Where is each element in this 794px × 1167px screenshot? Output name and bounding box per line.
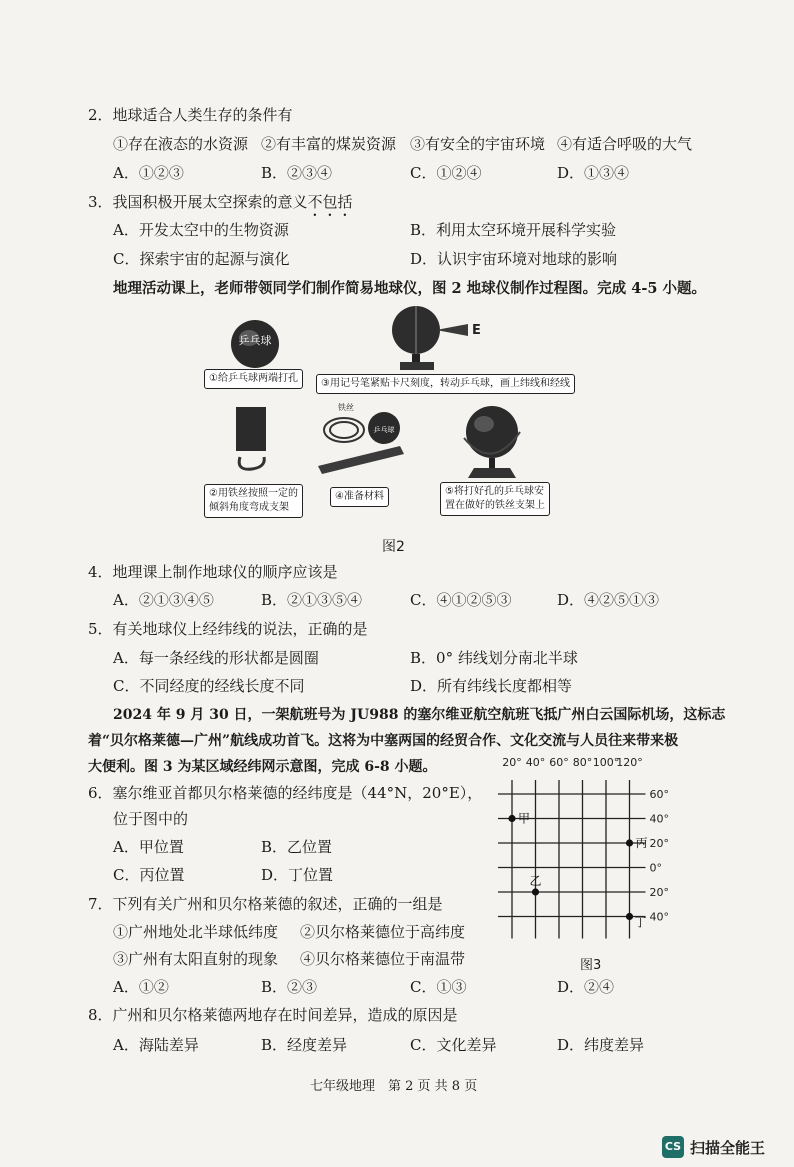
step-4-caption: ④准备材料 <box>330 487 389 507</box>
latitude-label: 20° <box>649 886 669 899</box>
q4-option-a: A．②①③④⑤ <box>113 591 214 609</box>
q8-option-b: B．经度差异 <box>261 1036 348 1054</box>
q6-option-d: D．丁位置 <box>261 866 334 884</box>
latitude-label: 40° <box>649 910 669 924</box>
latitude-label: 20° <box>649 837 669 850</box>
latitude-label: 60° <box>649 788 669 801</box>
step-5-caption-line-1: ⑤将打好孔的乒乓球安 <box>445 486 544 497</box>
step-2-caption <box>204 484 303 518</box>
passage-line-2: 着“贝尔格莱德—广州”航线成功首飞。这将为中塞两国的经贸合作、文化交流与人员往来带来极 <box>88 733 679 749</box>
q7-item-1: ①广州地处北半球低纬度 <box>113 923 279 941</box>
q7-option-c: C．①③ <box>410 978 467 996</box>
q2-item-3: ③有安全的宇宙环境 <box>410 135 546 153</box>
figure-2-caption: 图2 <box>382 539 405 555</box>
globe-drawing-illustration <box>388 302 488 374</box>
latitude-label: 40° <box>649 812 669 826</box>
q2-option-b: B．②③④ <box>261 164 333 182</box>
q8-stem: 8．广州和贝尔格莱德两地存在时间差异，造成的原因是 <box>88 1006 458 1024</box>
svg-text:Е: Е <box>472 323 481 338</box>
q6-option-b: B．乙位置 <box>261 838 333 856</box>
q7-stem: 7．下列有关广州和贝尔格莱德的叙述，正确的一组是 <box>88 895 443 913</box>
q6-stem: 6．塞尔维亚首都贝尔格莱德的经纬度是（44°N，20°E）， <box>88 784 483 802</box>
scanner-logo-icon: CS <box>662 1136 684 1158</box>
longitude-label: 40° <box>525 756 546 769</box>
figure-3-grid <box>490 752 720 977</box>
q8-option-c: C．文化差异 <box>410 1036 497 1054</box>
q3-option-a: A．开发太空中的生物资源 <box>113 221 289 239</box>
q7-item-2: ②贝尔格莱德位于高纬度 <box>300 923 466 941</box>
q2-option-a: A．①②③ <box>113 164 184 182</box>
ping-pong-ball-illustration <box>225 310 285 370</box>
q7-item-4: ④贝尔格莱德位于南温带 <box>300 950 466 968</box>
q3-option-d: D．认识宇宙环境对地球的影响 <box>410 250 618 268</box>
passage-line-1: 2024 年 9 月 30 日，一架航班号为 JU988 的塞尔维亚航空航班飞抵广州白云国际机场，这标志 <box>113 707 726 723</box>
q4-option-c: C．④①②⑤③ <box>410 591 512 609</box>
location-point <box>508 815 515 822</box>
passage-line-3: 大便利。图 3 为某区域经纬网示意图，完成 6-8 小题。 <box>88 759 437 775</box>
q2-stem: 2．地球适合人类生存的条件有 <box>88 106 293 124</box>
q7-option-a: A．①② <box>113 978 169 996</box>
q6-option-a: A．甲位置 <box>113 838 184 856</box>
step-2-caption-line-2: 倾斜角度弯成支架 <box>209 502 289 513</box>
q6-stem-2: 位于图中的 <box>113 810 189 828</box>
q3-stem <box>88 191 353 220</box>
q3-option-c: C．探索宇宙的起源与演化 <box>113 250 290 268</box>
q5-option-b: B．0° 纬线划分南北半球 <box>410 649 578 667</box>
step-3-caption: ③用记号笔紧贴卡尺刻度，转动乒乓球，画上纬线和经线 <box>316 374 575 394</box>
scanner-watermark-text: 扫描全能王 <box>690 1139 766 1157</box>
page-footer: 七年级地理 第 2 页 共 8 页 <box>310 1079 478 1094</box>
longitude-label: 120° <box>616 756 643 769</box>
longitude-label: 100° <box>592 756 620 769</box>
q6-option-c: C．丙位置 <box>113 866 185 884</box>
q5-option-a: A．每一条经线的形状都是圆圈 <box>113 649 319 667</box>
step-5-caption-line-2: 置在做好的铁丝支架上 <box>445 500 545 511</box>
step-5-caption <box>440 482 550 516</box>
longitude-label: 80° <box>572 756 593 769</box>
location-label: 丁 <box>634 915 647 930</box>
finished-globe-illustration <box>458 402 528 480</box>
q2-option-d: D．①③④ <box>557 164 630 182</box>
q5-option-c: C．不同经度的经线长度不同 <box>113 677 305 695</box>
wire-text: 铁丝 <box>338 403 354 412</box>
longitude-label: 60° <box>549 756 569 769</box>
location-point <box>626 913 633 920</box>
step-1-caption: ①给乒乓球两端打孔 <box>204 369 303 389</box>
q4-option-b: B．②①③⑤④ <box>261 591 363 609</box>
q2-item-1: ①存在液态的水资源 <box>113 135 249 153</box>
location-point <box>532 888 539 895</box>
longitude-label: 20° <box>502 756 522 769</box>
q8-option-a: A．海陆差异 <box>113 1036 199 1054</box>
small-ball-text: 乒乓球 <box>373 426 395 434</box>
q2-item-4: ④有适合呼吸的大气 <box>557 135 693 153</box>
location-point <box>626 839 633 846</box>
q5-stem: 5．有关地球仪上经纬线的说法，正确的是 <box>88 620 368 638</box>
location-label: 乙 <box>529 874 542 888</box>
q2-item-2: ②有丰富的煤炭资源 <box>261 135 397 153</box>
q4-option-d: D．④②⑤①③ <box>557 591 660 609</box>
q7-item-3: ③广州有太阳直射的现象 <box>113 950 279 968</box>
materials-illustration <box>316 402 416 482</box>
q8-option-d: D．纬度差异 <box>557 1036 645 1054</box>
latitude-label: 0° <box>649 861 662 875</box>
q2-option-c: C．①②④ <box>410 164 482 182</box>
ball-text: 乒乓球 <box>238 334 272 347</box>
q7-option-b: B．②③ <box>261 978 318 996</box>
activity-intro: 地理活动课上，老师带领同学们制作简易地球仪，图 2 地球仪制作过程图。完成 4-5 小题。 <box>113 280 706 297</box>
q7-option-d: D．②④ <box>557 978 615 996</box>
q5-option-d: D．所有纬线长度都相等 <box>410 677 573 695</box>
wire-bracket-illustration <box>232 405 272 475</box>
q4-stem: 4．地理课上制作地球仪的顺序应该是 <box>88 563 338 581</box>
q3-stem-prefix: 3．我国积极开展太空探索的意义 <box>88 193 308 211</box>
location-label: 丙 <box>635 836 648 850</box>
figure-3-caption: 图3 <box>580 958 602 973</box>
q3-option-b: B．利用太空环境开展科学实验 <box>410 221 617 239</box>
location-label: 甲 <box>518 811 531 826</box>
q3-stem-emphasis: 不包括 <box>307 193 353 211</box>
step-2-caption-line-1: ②用铁丝按照一定的 <box>209 488 298 499</box>
